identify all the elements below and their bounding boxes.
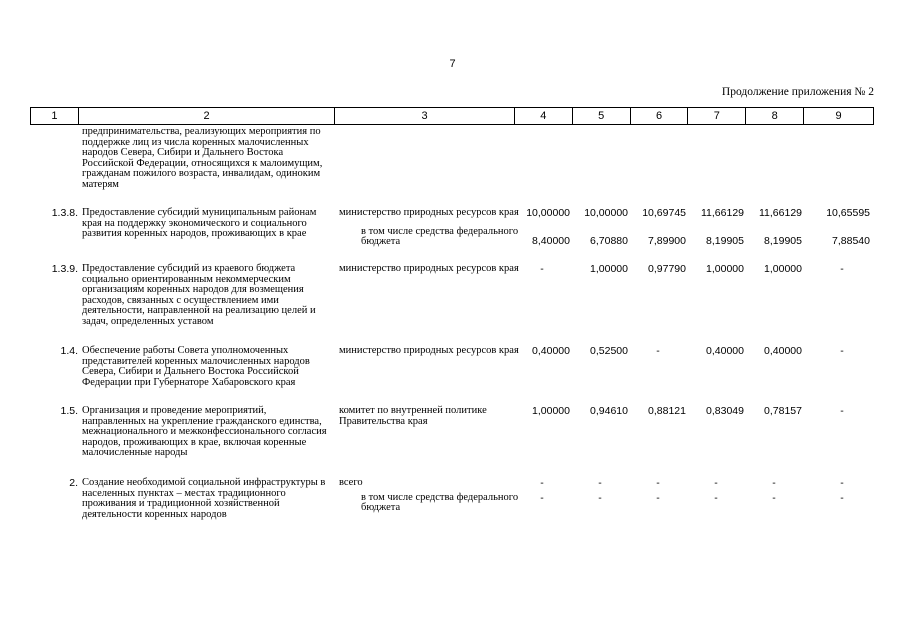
header-col-1: 1 (31, 108, 79, 124)
value-col-5: 1,00000 (590, 263, 628, 275)
value-col-9: - (840, 477, 844, 489)
header-col-7: 7 (688, 108, 746, 124)
value-col-5: 10,00000 (584, 207, 628, 219)
sub-value-col-8: 8,19905 (764, 235, 802, 247)
value-col-4: - (540, 477, 544, 489)
row-description: Предоставление субсидий муниципальным районам края на поддержку экономического и социального развития коренных народов, проживающих в крае (82, 207, 317, 240)
executor-main: комитет по внутренней политике Правительства края (339, 405, 487, 427)
table-header (30, 107, 874, 125)
value-col-8: 11,66129 (758, 207, 802, 219)
sub-value-col-4: - (540, 492, 544, 504)
value-col-6: - (656, 345, 660, 357)
value-col-4: - (540, 263, 544, 275)
value-col-9: - (840, 263, 844, 275)
row-description: Обеспечение работы Совета уполномоченных представителей коренных малочисленных народов Севера, Сибири и Дальнего Востока Российской Федерации при Губернаторе Хабаровского края (82, 345, 310, 388)
executor-main: всего (339, 477, 363, 488)
executor-sub: в том числе средства федерального бюджета (361, 491, 519, 514)
value-col-4: 0,40000 (532, 345, 570, 357)
sub-value-col-9: - (840, 492, 844, 504)
page-number: 7 (449, 58, 456, 70)
executor-main: министерство природных ресурсов края (339, 345, 519, 356)
sub-value-col-6: 7,89900 (648, 235, 686, 247)
value-col-7: 1,00000 (706, 263, 744, 275)
row-executor (339, 346, 519, 357)
value-col-8: 0,78157 (764, 405, 802, 417)
sub-value-col-8: - (772, 492, 776, 504)
executor-sub: в том числе средства федерального бюджета (361, 225, 519, 248)
sub-value-col-4: 8,40000 (532, 235, 570, 247)
row-number: 1.4. (60, 345, 78, 357)
sub-value-col-5: 6,70880 (590, 235, 628, 247)
value-col-9: - (840, 345, 844, 357)
executor-main: министерство природных ресурсов края (339, 207, 519, 218)
header-col-5: 5 (573, 108, 631, 124)
value-col-4: 1,00000 (532, 405, 570, 417)
row-executor (339, 478, 519, 514)
row-number: 1.3.8. (51, 207, 78, 219)
executor-main: министерство природных ресурсов края (339, 263, 519, 274)
row-executor (339, 406, 519, 427)
row-description: Организация и проведение мероприятий, направленных на укрепление гражданского единства, межнационального и межконфессионального согласия народов, проживающих в крае, включая коренные малочисленные народы (82, 405, 327, 459)
value-col-7: 0,83049 (706, 405, 744, 417)
row-number: 1.5. (60, 405, 78, 417)
value-col-8: 0,40000 (764, 345, 802, 357)
row-executor (339, 264, 519, 275)
sub-value-col-9: 7,88540 (832, 235, 870, 247)
value-col-8: 1,00000 (764, 263, 802, 275)
row-number: 2. (69, 477, 78, 489)
row-number: 1.3.9. (51, 263, 78, 275)
row-description: Создание необходимой социальной инфраструктуры в населенных пунктах – местах традиционного проживания и традиционной хозяйственной деятельности коренных народов (82, 477, 326, 520)
value-col-9: 10,65595 (826, 207, 870, 219)
header-col-2: 2 (79, 108, 335, 124)
sub-value-col-6: - (656, 492, 660, 504)
row-executor (339, 208, 519, 248)
header-col-9: 9 (835, 110, 842, 122)
sub-value-col-7: - (714, 492, 718, 504)
header-col-8: 8 (746, 108, 804, 124)
value-col-5: 0,52500 (590, 345, 628, 357)
header-col-6: 6 (631, 108, 689, 124)
row-description: предпринимательства, реализующих мероприятия по поддержке лиц из числа коренных малочисленных народов Севера, Сибири и Дальнего Востока Российской Федерации, относящихся к малоимущим, гражданам пожилого возраста, инвалидам, одиноким матерям (82, 126, 323, 190)
value-col-6: 0,97790 (648, 263, 686, 275)
value-col-5: 0,94610 (590, 405, 628, 417)
value-col-6: 0,88121 (648, 405, 686, 417)
value-col-4: 10,00000 (526, 207, 570, 219)
value-col-7: 0,40000 (706, 345, 744, 357)
header-col-4: 4 (515, 108, 573, 124)
value-col-6: 10,69745 (642, 207, 686, 219)
value-col-8: - (772, 477, 776, 489)
continuation-label: Продолжение приложения № 2 (721, 86, 874, 98)
value-col-9: - (840, 405, 844, 417)
sub-value-col-5: - (598, 492, 602, 504)
value-col-7: - (714, 477, 718, 489)
value-col-7: 11,66129 (700, 207, 744, 219)
sub-value-col-7: 8,19905 (706, 235, 744, 247)
row-description: Предоставление субсидий из краевого бюджета социально ориентированным некоммерческим организациям коренных народов для возмещения расходов, связанных с осуществлением ими деятельности, направленной на реализацию целей и задач, определенных уставом (82, 263, 316, 327)
value-col-5: - (598, 477, 602, 489)
value-col-6: - (656, 477, 660, 489)
header-col-3: 3 (335, 108, 515, 124)
